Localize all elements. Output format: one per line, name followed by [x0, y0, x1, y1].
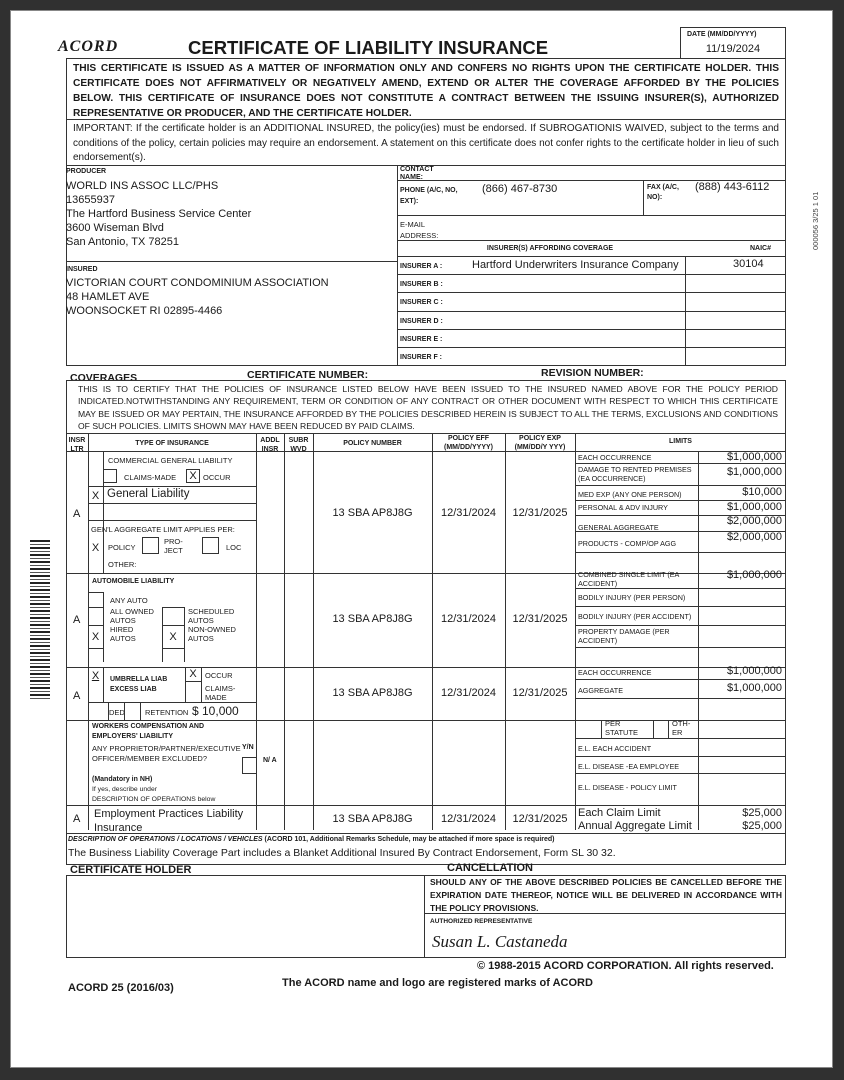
umbrella-limit-label: EACH OCCURRENCE	[578, 668, 652, 677]
barcode	[30, 540, 50, 700]
umbrella-claims-made-label: CLAIMS- MADE	[205, 684, 236, 702]
col-eff: POLICY EFF (MM/DD/YYYY)	[444, 435, 493, 451]
project-checkbox[interactable]	[142, 537, 159, 554]
side-code: 000056 3/25 1 01	[811, 191, 820, 250]
workers-any: ANY PROPRIETOR/PARTNER/EXECUTIVE OFFICER/MEMBER EXCLUDED?	[92, 744, 241, 763]
acord-logo: ACORD	[58, 38, 119, 55]
fax-value: (888) 443-6112	[695, 181, 770, 193]
date-label: DATE (MM/DD/YYYY)	[687, 31, 757, 38]
cancellation-label: CANCELLATION	[447, 862, 533, 874]
gl-custom-mark: X	[91, 490, 100, 502]
naic-header: NAIC#	[750, 245, 772, 252]
auto-limit-label: PROPERTY DAMAGE (PER ACCIDENT)	[578, 627, 670, 645]
insured-line: 48 HAMLET AVE	[66, 291, 150, 303]
retention-label: RETENTION	[145, 708, 189, 717]
cancellation-text: SHOULD ANY OF THE ABOVE DESCRIBED POLICIES BE CANCELLED BEFORE THE EXPIRATION DATE THEREOF, NOTICE WILL BE DELIVERED IN ACCORDANCE WITH THE POLICY PROVISIONS.	[430, 877, 782, 913]
contact-name-label: CONTACT NAME:	[400, 166, 434, 181]
producer-line: San Antonio, TX 78251	[66, 236, 179, 248]
workers-title: WORKERS COMPENSATION AND EMPLOYERS' LIABILITY	[92, 723, 204, 740]
epli-eff: 12/31/2024	[440, 813, 497, 825]
coverages-label: COVERAGES	[70, 372, 138, 384]
holder-label: CERTIFICATE HOLDER	[70, 864, 192, 876]
insurer-e-label: INSURER E :	[400, 336, 443, 343]
description-label-suffix: (ACORD 101, Additional Remarks Schedule, may be attached if more space is required)	[264, 836, 555, 843]
umbrella-limit-value: $1,000,000	[726, 682, 782, 694]
gl-limit-label: DAMAGE TO RENTED PREMISES (EA OCCURRENCE)	[578, 465, 692, 483]
auto-policy-number: 13 SBA AP8J8G	[332, 613, 413, 625]
gl-limit-value: $2,000,000	[726, 515, 782, 527]
umbrella-mark: X	[91, 670, 100, 682]
insurer-c-label: INSURER C :	[400, 299, 443, 306]
coverage-statement: THIS IS TO CERTIFY THAT THE POLICIES OF INSURANCE LISTED BELOW HAVE BEEN ISSUED TO THE INSURED NAMED ABOVE FOR THE POLICY PERIOD INDICATED.NOTWITHSTANDING ANY REQUIREMENT, TERM OR CONDITION OF ANY CONTRACT OR OTHER DOCUMENT WITH RESPECT TO WHICH THIS CERTIFICATE MAY BE ISSUED OR MAY PERTAIN, THE INSURANCE AFFORDED BY THE POLICIES DESCRIBED HEREIN IS SUBJECT TO ALL THE TERMS, EXCLUSIONS AND CONDITIONS OF SUCH POLICIES. LIMITS SHOWN MAY HAVE BEEN REDUCED BY PAID CLAIMS.	[78, 384, 778, 431]
occur-checkbox[interactable]: X	[186, 469, 200, 483]
col-subr: SUBR WVD	[288, 437, 309, 453]
gl-policy-mark: X	[91, 542, 100, 554]
epli-limit-label: Each Claim Limit	[578, 807, 661, 819]
insurers-header: INSURER(S) AFFORDING COVERAGE	[486, 245, 614, 252]
workers-limit-label: E.L. EACH ACCIDENT	[578, 744, 652, 753]
gl-limit-value: $10,000	[742, 486, 782, 498]
excess-label: EXCESS LIAB	[110, 686, 157, 693]
workers-if-yes: If yes, describe under	[92, 786, 157, 793]
trademark: The ACORD name and logo are registered marks of ACORD	[282, 977, 593, 989]
workers-limit-label: E.L. DISEASE -EA EMPLOYEE	[578, 762, 680, 771]
loc-checkbox[interactable]	[202, 537, 219, 554]
non-owned-mark: X	[169, 631, 177, 643]
workers-limit-label: E.L. DISEASE - POLICY LIMIT	[578, 783, 677, 792]
gl-limit-label: EACH OCCURRENCE	[578, 453, 652, 462]
description-text: The Business Liability Coverage Part includes a Blanket Additional Insured By Contract Endorsement, Form SL 30 32.	[68, 847, 616, 859]
epli-limit-value: $25,000	[742, 820, 782, 832]
gl-eff: 12/31/2024	[440, 507, 497, 519]
gl-limit-value: $1,000,000	[726, 451, 782, 463]
phone-value: (866) 467-8730	[482, 183, 558, 195]
col-type: TYPE OF INSURANCE	[135, 440, 209, 447]
insured-label: INSURED	[66, 266, 98, 273]
producer-line: WORLD INS ASSOC LLC/PHS	[66, 180, 219, 192]
producer-line: 13655937	[66, 194, 115, 206]
umbrella-exp: 12/31/2025	[512, 687, 568, 699]
hired-mark: X	[91, 631, 100, 643]
auto-exp: 12/31/2025	[512, 613, 568, 625]
scheduled-label: SCHEDULED AUTOS	[188, 607, 235, 625]
gl-policy-label: POLICY	[108, 543, 136, 552]
gl-limit-label: PERSONAL & ADV INJURY	[578, 503, 668, 512]
other-label: OTH- ER	[672, 719, 691, 737]
auto-limit-label: COMBINED SINGLE LIMIT (EA ACCIDENT)	[578, 570, 679, 588]
certificate-number-label: CERTIFICATE NUMBER:	[247, 369, 369, 381]
insurer-a-name: Hartford Underwriters Insurance Company	[472, 259, 679, 271]
epli-limit-value: $25,000	[742, 807, 782, 819]
insurer-a-naic: 30104	[733, 258, 764, 270]
ded-label: DED	[109, 708, 125, 717]
gl-title: COMMERCIAL GENERAL LIABILITY	[108, 456, 233, 465]
description-label	[68, 836, 555, 843]
gl-limit-label: MED EXP (ANY ONE PERSON)	[578, 490, 682, 499]
claims-made-checkbox[interactable]	[103, 469, 117, 483]
insurer-f-label: INSURER F :	[400, 354, 442, 361]
yn-label: Y/N	[242, 744, 254, 751]
occur-label: OCCUR	[203, 473, 231, 482]
date-value: 11/19/2024	[705, 43, 761, 55]
gl-exp: 12/31/2025	[512, 507, 568, 519]
epli-exp: 12/31/2025	[512, 813, 568, 825]
epli-policy-number: 13 SBA AP8J8G	[332, 813, 413, 825]
umbrella-eff: 12/31/2024	[440, 687, 497, 699]
auto-limit-label: BODILY INJURY (PER ACCIDENT)	[578, 612, 692, 621]
all-owned-label: ALL OWNED AUTOS	[110, 607, 154, 625]
insurer-a-label: INSURER A :	[400, 263, 443, 270]
important-text: IMPORTANT: If the certificate holder is an ADDITIONAL INSURED, the policy(ies) must be endorsed. If SUBROGATIONIS WAIVED, subject to the terms and conditions of the policy, certain policies may require an endorsement. A statement on this certificate does not confer rights to the certificate holder in lieu of such endorsement(s).	[73, 123, 779, 163]
revision-number-label: REVISION NUMBER:	[541, 367, 644, 379]
any-auto-label: ANY AUTO	[110, 596, 148, 605]
epli-title: Employment Practices Liability Insurance	[94, 808, 244, 834]
phone-label: PHONE (A/C, NO, EXT):	[400, 187, 458, 205]
auth-rep-label: AUTHORIZED REPRESENTATIVE	[430, 918, 533, 925]
per-statute-label: PER STATUTE	[605, 719, 639, 737]
auto-title: AUTOMOBILE LIABILITY	[92, 578, 175, 585]
gl-other-label: OTHER:	[108, 560, 137, 569]
workers-na: N/ A	[263, 757, 277, 764]
gl-agg-label: GEN'L AGGREGATE LIMIT APPLIES PER:	[91, 525, 235, 534]
gl-loc-label: LOC	[226, 543, 242, 552]
gl-limit-label: GENERAL AGGREGATE	[578, 523, 659, 532]
producer-label: PRODUCER	[66, 168, 107, 175]
gl-project-label: PRO- JECT	[164, 537, 183, 555]
page-title: CERTIFICATE OF LIABILITY INSURANCE	[188, 37, 549, 58]
auto-limit-value: $1,000,000	[726, 569, 782, 581]
col-limits: LIMITS	[669, 438, 692, 445]
workers-mandatory: (Mandatory in NH)	[92, 776, 153, 783]
insurer-b-label: INSURER B :	[400, 281, 443, 288]
gl-limit-value: $2,000,000	[726, 531, 782, 543]
umbrella-occur-label: OCCUR	[205, 671, 233, 680]
retention-value: $ 10,000	[192, 704, 239, 718]
excluded-checkbox[interactable]	[242, 757, 257, 774]
auto-eff: 12/31/2024	[440, 613, 497, 625]
umbrella-occur-mark: X	[189, 668, 197, 680]
insured-line: VICTORIAN COURT CONDOMINIUM ASSOCIATION	[66, 277, 329, 289]
auto-limit-label: BODILY INJURY (PER PERSON)	[578, 593, 686, 602]
auto-insr-ltr: A	[73, 614, 81, 626]
producer-line: 3600 Wiseman Blvd	[66, 222, 164, 234]
insured-line: WOONSOCKET RI 02895-4466	[66, 305, 223, 317]
copyright: © 1988-2015 ACORD CORPORATION. All rights reserved.	[477, 960, 774, 972]
claims-made-label: CLAIMS-MADE	[124, 473, 177, 482]
umbrella-limit-value: $1,000,000	[726, 665, 782, 677]
umbrella-policy-number: 13 SBA AP8J8G	[332, 687, 413, 699]
non-owned-label: NON-OWNED AUTOS	[188, 625, 236, 643]
epli-insr-ltr: A	[73, 813, 81, 825]
hired-label: HIRED AUTOS	[110, 625, 136, 643]
disclaimer-text: THIS CERTIFICATE IS ISSUED AS A MATTER OF INFORMATION ONLY AND CONFERS NO RIGHTS UPON THE CERTIFICATE HOLDER. THIS CERTIFICATE DOES NOT AFFIRMATIVELY OR NEGATIVELY AMEND, EXTEND OR ALTER THE COVERAGE AFFORDED BY THE POLICIES BELOW. THIS CERTIFICATE OF INSURANCE DOES NOT CONSTITUTE A CONTRACT BETWEEN THE ISSUING INSURER(S), AUTHORIZED REPRESENTATIVE OR PRODUCER, AND THE CERTIFICATE HOLDER.	[73, 63, 779, 119]
col-addl: ADDL INSR	[260, 437, 280, 453]
producer-line: The Hartford Business Service Center	[66, 208, 252, 220]
col-insr-ltr: INSR LTR	[68, 437, 86, 453]
email-label: E-MAIL ADDRESS:	[400, 220, 439, 240]
description-label-main: DESCRIPTION OF OPERATIONS / LOCATIONS / VEHICLES	[68, 836, 263, 843]
disclaimer-box	[66, 58, 786, 120]
workers-desc-ops: DESCRIPTION OF OPERATIONS below	[92, 796, 216, 803]
umbrella-insr-ltr: A	[73, 690, 81, 702]
form-id: ACORD 25 (2016/03)	[68, 982, 174, 994]
important-box	[66, 119, 786, 166]
fax-label: FAX (A/C, NO):	[647, 184, 679, 201]
gl-limit-value: $1,000,000	[726, 466, 782, 478]
col-exp: POLICY EXP (MM/DD/Y YYY)	[514, 435, 566, 451]
umbrella-limit-label: AGGREGATE	[578, 686, 623, 695]
epli-limit-label: Annual Aggregate Limit	[578, 820, 692, 832]
gl-limit-value: $1,000,000	[726, 501, 782, 513]
signature: Susan L. Castaneda	[432, 932, 568, 951]
insurer-d-label: INSURER D :	[400, 318, 443, 325]
gl-limit-label: PRODUCTS - COMP/OP AGG	[578, 539, 677, 548]
col-policy-number: POLICY NUMBER	[343, 440, 402, 447]
date-box	[680, 27, 786, 59]
umbrella-label: UMBRELLA LIAB	[110, 676, 168, 683]
gl-insr-ltr: A	[73, 508, 81, 520]
gl-custom-label: General Liability	[107, 488, 190, 500]
gl-policy-number: 13 SBA AP8J8G	[332, 507, 413, 519]
